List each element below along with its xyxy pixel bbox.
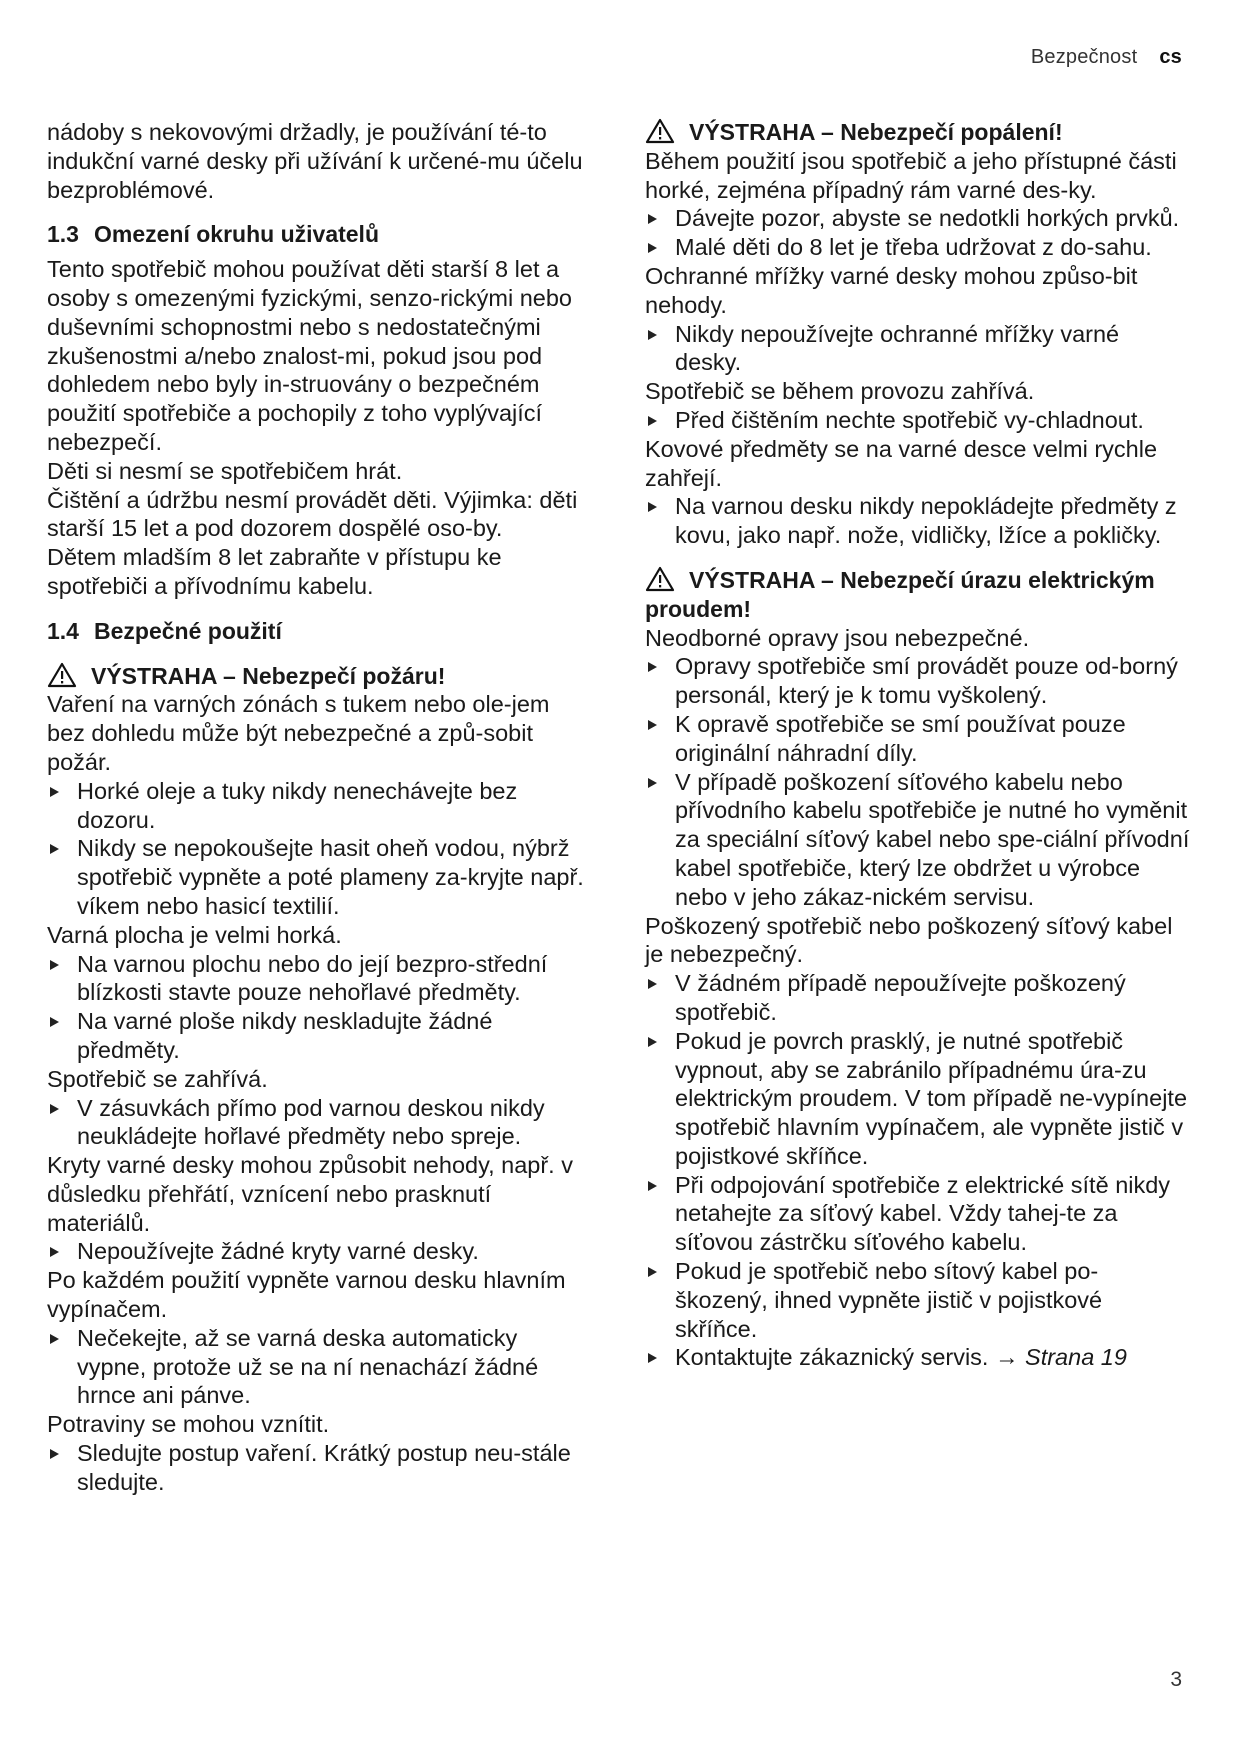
page-number: 3 xyxy=(1170,1668,1182,1691)
paragraph: Děti si nesmí se spotřebičem hrát. xyxy=(47,457,403,484)
list-item xyxy=(645,1343,1190,1372)
right-column xyxy=(645,118,1190,1372)
warning-heading: VÝSTRAHA – Nebezpečí úrazu elektrickým proudem! xyxy=(645,566,1155,622)
paragraph: Kryty varné desky mohou způsobit nehody, např. v důsledku přehřátí, vznícení nebo prasknutí materiálů. xyxy=(47,1152,573,1236)
paragraph: Spotřebič se zahřívá. xyxy=(47,1065,268,1092)
list-item-text: Kontaktujte zákaznický servis. xyxy=(675,1344,989,1371)
warning-heading: VÝSTRAHA – Nebezpečí požáru! xyxy=(47,662,587,691)
list-item: V zásuvkách přímo pod varnou deskou nikdy neukládejte hořlavé předměty nebo spreje. xyxy=(47,1094,587,1152)
paragraph: Tento spotřebič mohou používat děti starší 8 let a osoby s omezenými fyzickými, senzo-rickými nebo duševními schopnostmi nebo s nedostatečnými zkušenostmi a/nebo znalost-mi, pokud jsou pod dohledem nebo byly in-struovány o bezpečném použití spotřebiče a pochopily z toho vyplývající nebezpečí. xyxy=(47,256,572,455)
paragraph: Dětem mladším 8 let zabraňte v přístupu ke spotřebiči a přívodnímu kabelu. xyxy=(47,544,502,599)
warning-heading: VÝSTRAHA – Nebezpečí popálení! xyxy=(645,118,1190,147)
section-title: Bezpečnost xyxy=(1030,46,1138,68)
paragraph: Po každém použití vypněte varnou desku hlavním vypínačem. xyxy=(47,1267,566,1323)
warning-triangle-icon xyxy=(645,566,675,592)
section-title: Omezení okruhu uživatelů xyxy=(94,221,379,248)
warning-triangle-icon xyxy=(47,662,77,688)
list-item: V případě poškození síťového kabelu nebo přívodního kabelu spotřebiče je nutné ho vyměnit za speciální síťový kabel nebo spe-ciální přívodní kabel spotřebiče, který lze obdržet u výrobce nebo v jeho zákaz-nickém servisu. xyxy=(645,768,1190,912)
list-item: K opravě spotřebiče se smí používat pouze originální náhradní díly. xyxy=(645,710,1190,768)
list-item: Horké oleje a tuky nikdy nenechávejte bez dozoru. xyxy=(47,777,587,835)
list-item: Před čištěním nechte spotřebič vy-chladnout. xyxy=(645,406,1190,435)
list-item: Opravy spotřebiče smí provádět pouze od-borný personál, který je k tomu vyškolený. xyxy=(645,652,1190,710)
paragraph: Poškozený spotřebič nebo poškozený síťový kabel je nebezpečný. xyxy=(645,912,1173,968)
paragraph: Čištění a údržbu nesmí provádět děti. Výjimka: děti starší 15 let a pod dozorem dospělé oso-by. xyxy=(47,486,578,542)
list-item: Pokud je povrch prasklý, je nutné spotřebič vypnout, aby se zabránilo případnému úra-zu elektrickým proudem. V tom případě ne-vypínejte spotřebič hlavním vypínačem, ale vypněte jistič v pojistkové skříňce. xyxy=(645,1027,1190,1171)
left-column xyxy=(47,118,587,1497)
paragraph: Vaření na varných zónách s tukem nebo ole-jem bez dohledu může být nebezpečné a způ-sobit požár. xyxy=(47,691,550,775)
list-item: Nečekejte, až se varná deska automaticky vypne, protože už se na ní nenachází žádné hrnce ani pánve. xyxy=(47,1324,587,1410)
list-item: Na varnou desku nikdy nepokládejte předměty z kovu, jako např. nože, vidličky, lžíce a pokličky. xyxy=(645,492,1190,550)
page-reference-link[interactable]: Strana 19 xyxy=(1025,1344,1127,1371)
list-item: Na varné ploše nikdy neskladujte žádné předměty. xyxy=(47,1007,587,1065)
list-item: Na varnou plochu nebo do její bezpro-střední blízkosti stavte pouze nehořlavé předměty. xyxy=(47,950,587,1008)
language-code: cs xyxy=(1159,46,1182,68)
paragraph: Během použití jsou spotřebič a jeho přístupné části horké, zejména případný rám varné des-ky. xyxy=(645,147,1177,203)
list-item: Dávejte pozor, abyste se nedotkli horkých prvků. xyxy=(645,204,1190,233)
list-item: Pokud je spotřebič nebo sítový kabel po-škozený, ihned vypněte jistič v pojistkové skříňce. xyxy=(645,1257,1190,1343)
paragraph: Potraviny se mohou vznítit. xyxy=(47,1411,330,1438)
warning-triangle-icon xyxy=(645,118,675,144)
paragraph: Ochranné mřížky varné desky mohou způso-bit nehody. xyxy=(645,262,1138,318)
paragraph: Varná plocha je velmi horká. xyxy=(47,921,342,948)
section-heading-1-4 xyxy=(47,617,587,646)
paragraph: Kovové předměty se na varné desce velmi rychle zahřejí. xyxy=(645,435,1158,491)
section-title: Bezpečné použití xyxy=(94,617,282,644)
intro-paragraph: nádoby s nekovovými držadly, je používání té-to indukční varné desky při užívání k určené-mu účelu bezproblémové. xyxy=(47,119,583,203)
page-header xyxy=(1031,46,1182,69)
section-heading-1-3 xyxy=(47,220,587,249)
list-item: Nikdy se nepokoušejte hasit oheň vodou, nýbrž spotřebič vypněte a poté plameny za-kryjte např. víkem nebo hasicí textilií. xyxy=(47,834,587,920)
paragraph: Spotřebič se během provozu zahřívá. xyxy=(645,378,1035,405)
arrow-right-icon: → xyxy=(995,1344,1019,1371)
list-item: V žádném případě nepoužívejte poškozený spotřebič. xyxy=(645,969,1190,1027)
section-number: 1.4 xyxy=(47,617,79,644)
list-item: Nepoužívejte žádné kryty varné desky. xyxy=(47,1237,587,1266)
list-item: Sledujte postup vaření. Krátký postup neu-stále sledujte. xyxy=(47,1439,587,1497)
section-number: 1.3 xyxy=(47,221,79,248)
list-item: Malé děti do 8 let je třeba udržovat z do-sahu. xyxy=(645,233,1190,262)
list-item: Nikdy nepoužívejte ochranné mřížky varné desky. xyxy=(645,320,1190,378)
paragraph: Neodborné opravy jsou nebezpečné. xyxy=(645,624,1030,651)
list-item: Při odpojování spotřebiče z elektrické sítě nikdy netahejte za síťový kabel. Vždy tahej-te za síťovou zástrčku síťového kabelu. xyxy=(645,1171,1190,1257)
